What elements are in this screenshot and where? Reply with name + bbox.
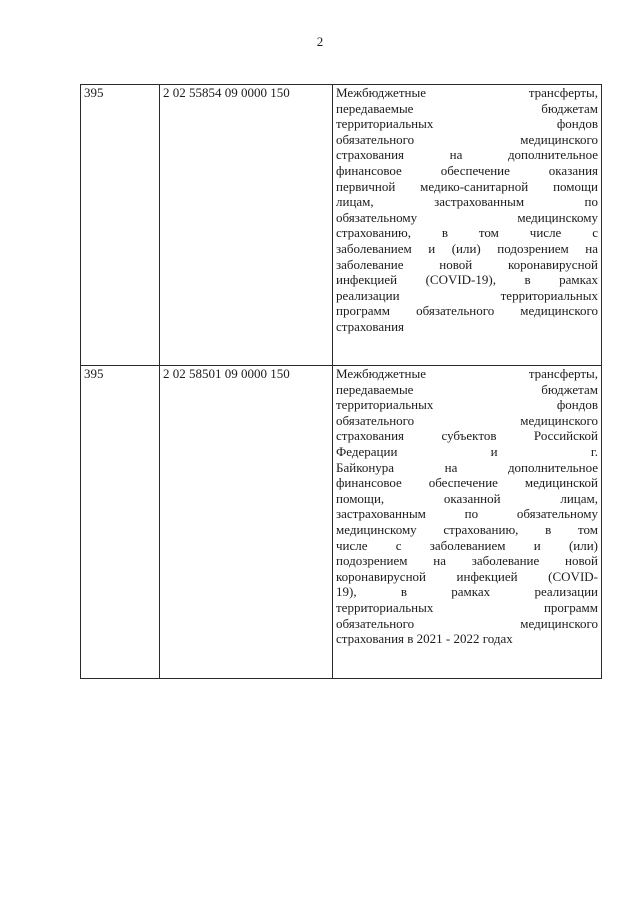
revenue-name-line: территориальных программ [336, 599, 598, 615]
budget-classification-table [80, 84, 602, 679]
budget-code: 2 02 55854 09 0000 150 [163, 85, 290, 100]
revenue-name-line: Межбюджетные трансферты, [336, 366, 598, 381]
admin-code-cell [81, 366, 160, 679]
revenue-name-line: финансовое обеспечение медицинской [336, 475, 598, 491]
table-row [81, 366, 602, 679]
revenue-name-line: территориальных фондов [336, 116, 598, 132]
page-number: 2 [316, 34, 324, 49]
revenue-name-cell [333, 85, 602, 366]
revenue-name-line: передаваемые бюджетам [336, 381, 598, 397]
revenue-name-line: программ обязательного медицинского [336, 303, 598, 319]
revenue-name-line: застрахованным по обязательному [336, 506, 598, 522]
revenue-name-cell [333, 366, 602, 679]
revenue-name-line: Межбюджетные трансферты, [336, 85, 598, 100]
table-row [81, 85, 602, 366]
budget-code-cell [160, 85, 333, 366]
admin-code: 395 [84, 85, 104, 100]
revenue-name-line: коронавирусной инфекцией (COVID- [336, 568, 598, 584]
revenue-name-line: страхования в 2021 - 2022 годах [336, 631, 513, 647]
revenue-name-line: лицам, застрахованным по [336, 194, 598, 210]
budget-code-cell [160, 366, 333, 679]
revenue-name-line: первичной медико-санитарной помощи [336, 178, 598, 194]
revenue-name-line: страхования субъектов Российской [336, 428, 598, 444]
revenue-name-line: передаваемые бюджетам [336, 100, 598, 116]
revenue-name-line: Федерации и г. [336, 443, 598, 459]
revenue-name-line: заболеванием и (или) подозрением на [336, 240, 598, 256]
admin-code: 395 [84, 366, 104, 381]
revenue-name-line: обязательного медицинского [336, 131, 598, 147]
revenue-name-line: заболевание новой коронавирусной [336, 256, 598, 272]
revenue-name-line: инфекцией (COVID-19), в рамках [336, 272, 598, 288]
revenue-name-line: страхования [336, 318, 405, 334]
revenue-name-line: обязательного медицинского [336, 615, 598, 631]
revenue-name-line: Байконура на дополнительное [336, 459, 598, 475]
revenue-name-line: страхованию, в том числе с [336, 225, 598, 241]
revenue-name-line: помощи, оказанной лицам, [336, 490, 598, 506]
revenue-name-line: 19), в рамках реализации [336, 584, 598, 600]
admin-code-cell [81, 85, 160, 366]
revenue-name-line: числе с заболеванием и (или) [336, 537, 598, 553]
revenue-name-line: территориальных фондов [336, 397, 598, 413]
revenue-name-line: обязательному медицинскому [336, 209, 598, 225]
revenue-name-line: реализации территориальных [336, 287, 598, 303]
revenue-name-line: финансовое обеспечение оказания [336, 162, 598, 178]
budget-code: 2 02 58501 09 0000 150 [163, 366, 290, 381]
revenue-name-line: подозрением на заболевание новой [336, 553, 598, 569]
revenue-name-line: медицинскому страхованию, в том [336, 521, 598, 537]
revenue-name-line: страхования на дополнительное [336, 147, 598, 163]
revenue-name-line: обязательного медицинского [336, 412, 598, 428]
